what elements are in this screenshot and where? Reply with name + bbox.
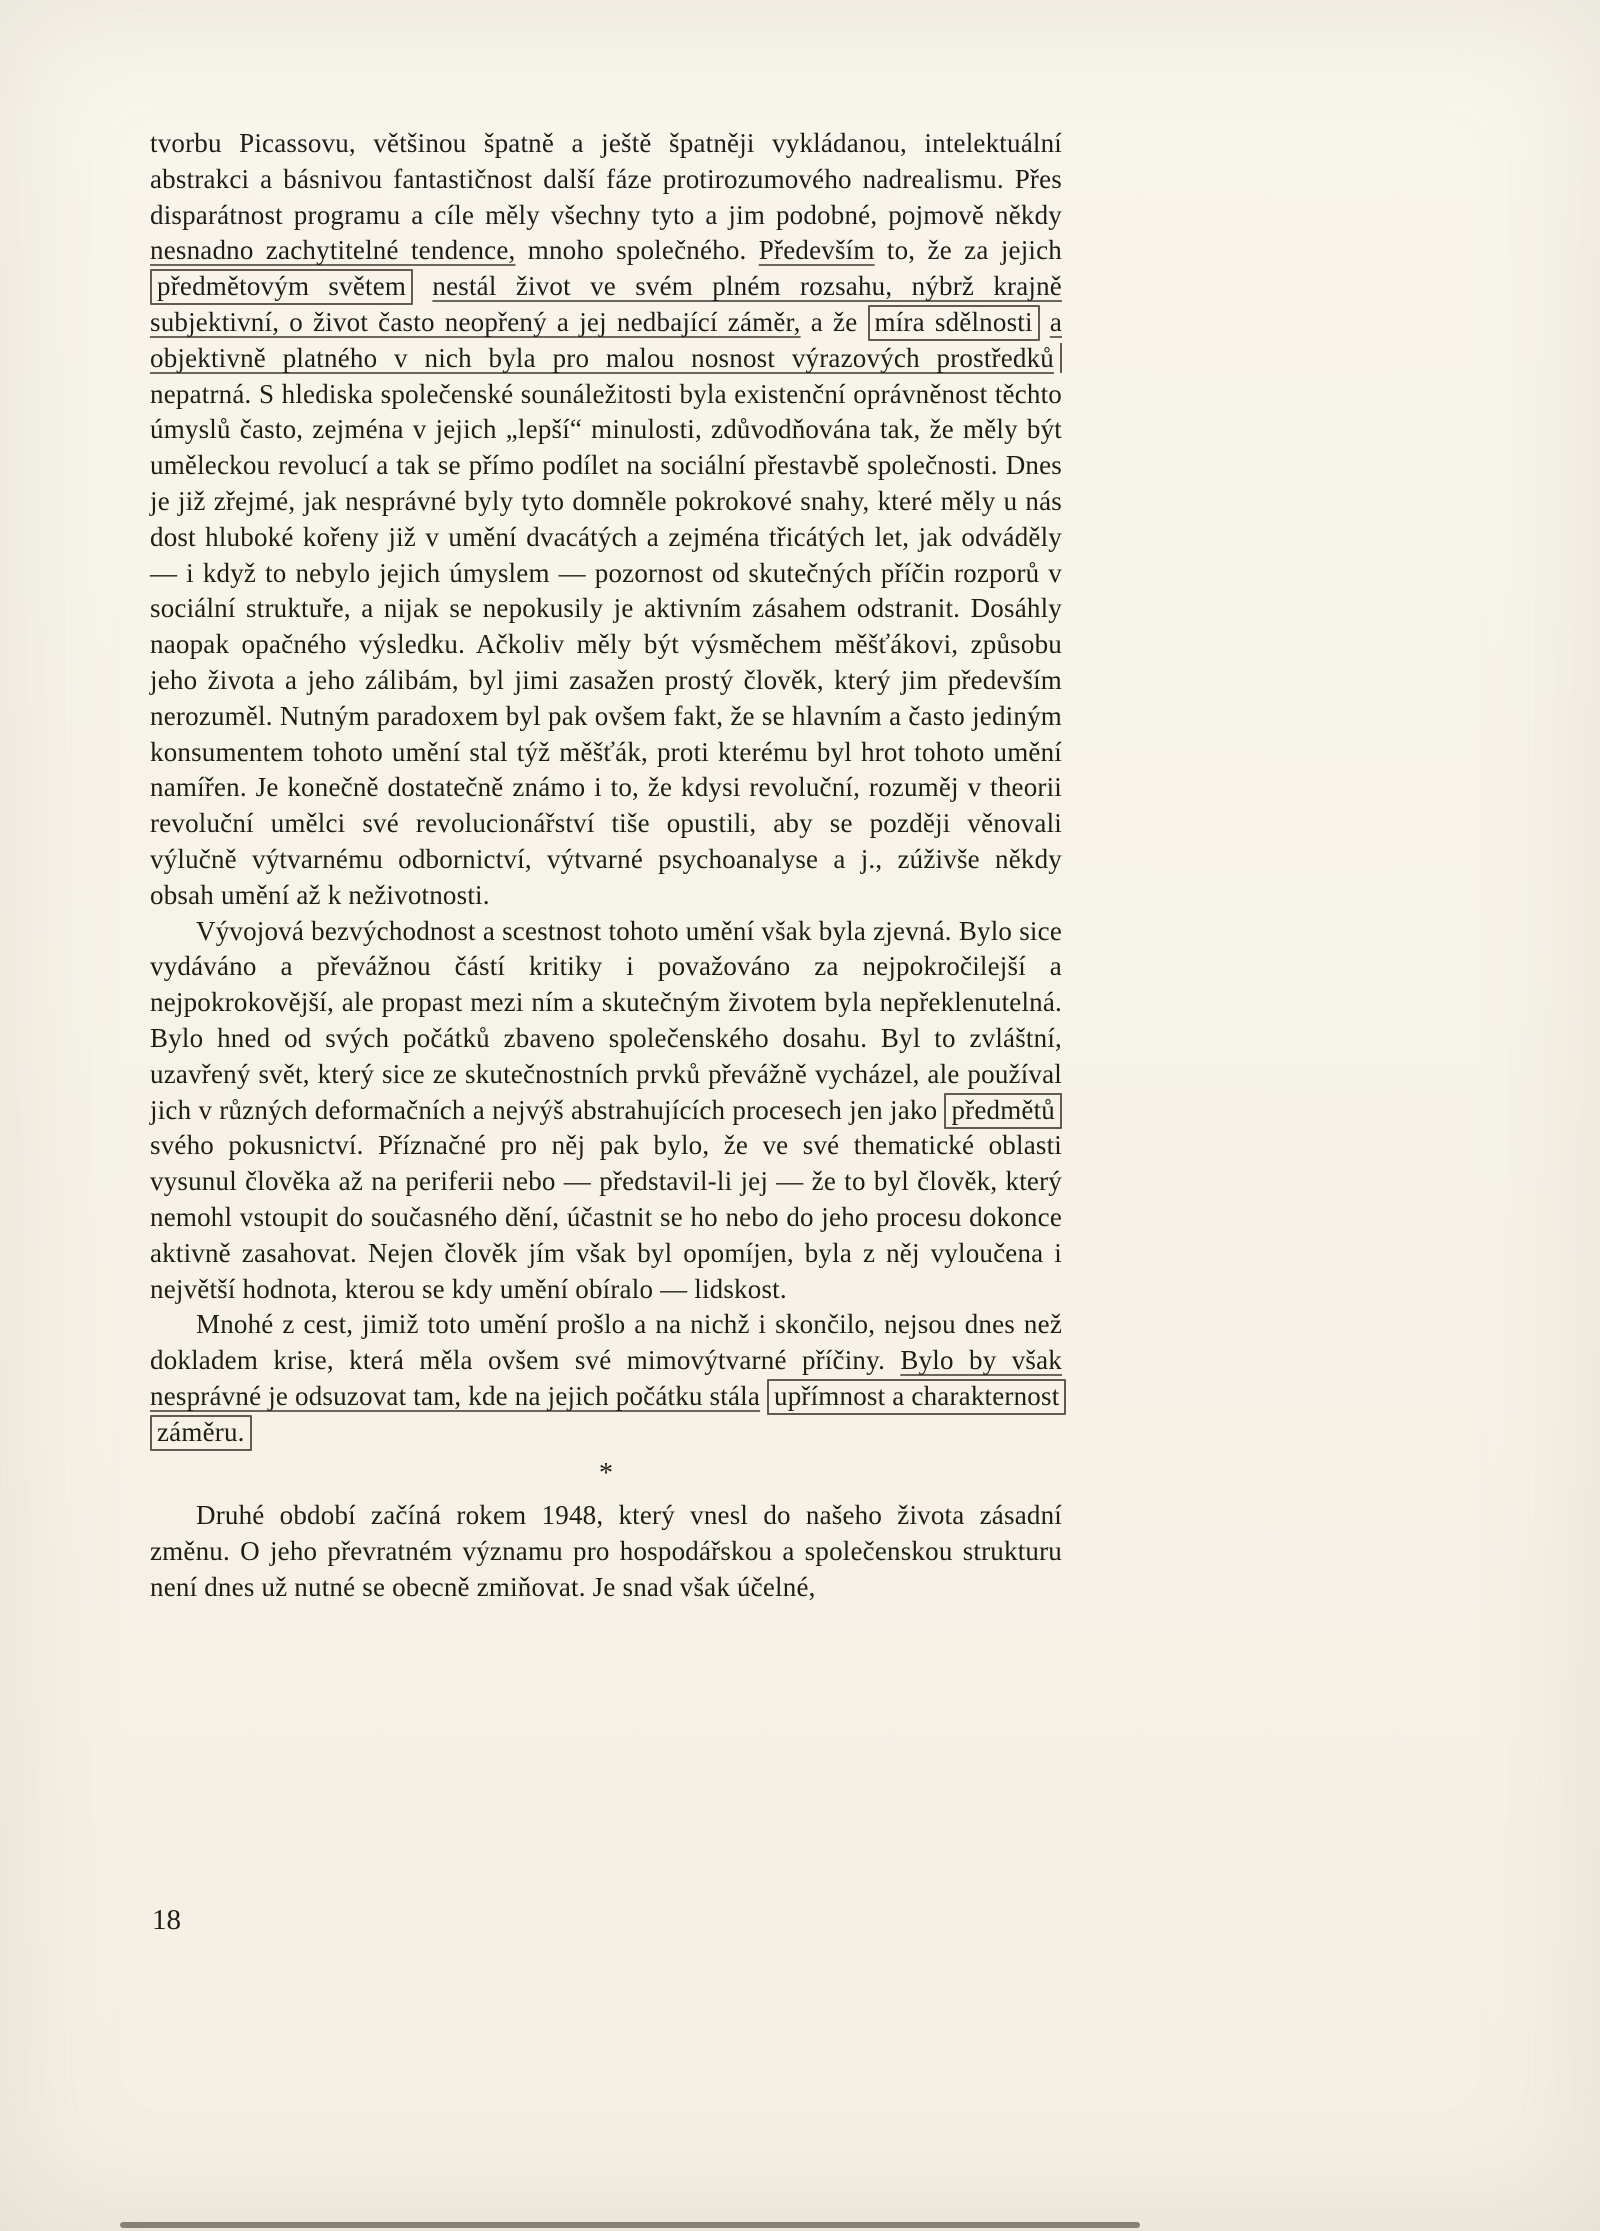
text-run: Vývojová bezvýchodnost a scestnost tohoto umění však byla zjevná. Bylo sice vydáváno a převážnou částí kritiky i považováno za nejpokročilejší a nejpokrokovější, ale propast mezi ním a skutečným životem byla nepřeklenutelná. Bylo hned od svých počátků zbaveno společenského dosahu. Byl to zvláštní, uzavřený svět, který sice ze skutečnostních prvků převážně vycházel, ale používal jich v různých deformačních a nejvýš abstrahujících procesech jen jako <box>150 915 1062 1125</box>
paragraph <box>150 1307 1062 1450</box>
paragraph <box>150 126 1062 914</box>
text-run: svého pokusnictví. Příznačné pro něj pak bylo, že ve své thematické oblasti vysunul člověka až na periferii nebo — představil-li jej — že to byl člověk, který nemohl vstoupit do současného dění, účastnit se ho nebo do jeho procesu dokonce aktivně zasahovat. Nejen člověk jím však byl opomíjen, byla z něj vyloučena i největší hodnota, kterou se kdy umění obíralo — lidskost. <box>150 1130 1062 1304</box>
pencil-underline-annotation: Především <box>758 235 875 266</box>
scan-edge-artifact <box>120 2222 1140 2228</box>
text-run: Druhé období začíná rokem 1948, který vnesl do našeho života zásadní změnu. O jeho převratném významu pro hospodářskou a společenskou strukturu není dnes už nutné se obecně zmiňovat. Je snad však účelné, <box>150 1500 1062 1603</box>
text-run: a že <box>800 306 868 337</box>
text-run: Mnohé z cest, jimiž toto umění prošlo a na nichž i skončilo, nejsou dnes než dokladem krise, která měla ovšem své mimovýtvarné příčiny. <box>150 1309 1062 1376</box>
page-number: 18 <box>152 1904 181 1936</box>
pencil-underline-bar-annotation: a objektivně platného v nich byla pro malou nosnost výrazových prostředků <box>150 306 1063 373</box>
pencil-box-annotation: míra sdělnosti <box>868 305 1040 341</box>
text-run: nepatrná. S hlediska společenské sounáležitosti byla existenční oprávněnost těchto úmyslů často, zejména v jejich „lepší“ minulosti, zdůvodňována tak, že měly být uměleckou revolucí a tak se přímo podílet na sociální přestavbě společnosti. Dnes je již zřejmé, jak nesprávné byly tyto domněle pokrokové snahy, které měly u nás dost hluboké kořeny již v umění dvacátých a zejména třicátých let, jak odváděly — i když to nebylo jejich úmyslem — pozornost od skutečných příčin rozporů v sociální struktuře, a nijak se nepokusily je aktivním zásahem odstranit. Dosáhly naopak opačného výsledku. Ačkoliv měly být výsměchem měšťákovi, způsobu jeho života a jeho zálibám, byl jimi zasažen prostý člověk, který jim především nerozuměl. Nutným paradoxem byl pak ovšem fakt, že se hlavním a často jediným konsumentem tohoto umění stal týž měšťák, proti kterému byl hrot tohoto umění namířen. Je konečně dostatečně známo i to, že kdysi revoluční, rozuměj v theorii revoluční umělci své revolucionářství tiše opustili, aby se později věnovali výlučně výtvarnému odbornictví, výtvarné psychoanalyse a j., zúživše někdy obsah umění až k neživotnosti. <box>150 378 1062 910</box>
paragraph <box>150 1498 1062 1605</box>
text-block-top <box>150 126 1062 1450</box>
pencil-underline-annotation: nestál život ve svém plném rozsahu, nýbrž krajně subjektivní, o život často neopřený a jej nedbající záměr, <box>150 271 1062 337</box>
page-text <box>150 126 1062 1606</box>
pencil-box-annotation: předmětovým světem <box>150 269 413 305</box>
pencil-underline-annotation: nesnadno zachytitelné tendence, <box>150 235 516 266</box>
text-run <box>1040 307 1050 337</box>
pencil-box-annotation: upřímnost a charakternost záměru. <box>150 1379 1066 1451</box>
section-separator: * <box>599 1458 613 1490</box>
text-run <box>413 271 432 301</box>
text-run: mnoho společného. <box>515 235 759 266</box>
paragraph <box>150 914 1062 1308</box>
text-run: tvorbu Picassovu, většinou špatně a ještě špatněji vykládanou, intelektuální abstrakci a básnivou fantastičnost další fáze protirozumového nadrealismu. Přes disparátnost programu a cíle měly všechny tyto a jim podobné, pojmově někdy <box>150 128 1062 230</box>
text-block-bottom <box>150 1498 1062 1605</box>
pencil-box-annotation: předmětů <box>944 1093 1062 1129</box>
text-run <box>760 1381 767 1411</box>
pencil-underline-annotation: Bylo by však nesprávné je odsuzovat tam, kde na jejich počátku stála <box>150 1345 1063 1411</box>
text-run: to, že za jejich <box>874 235 1063 266</box>
